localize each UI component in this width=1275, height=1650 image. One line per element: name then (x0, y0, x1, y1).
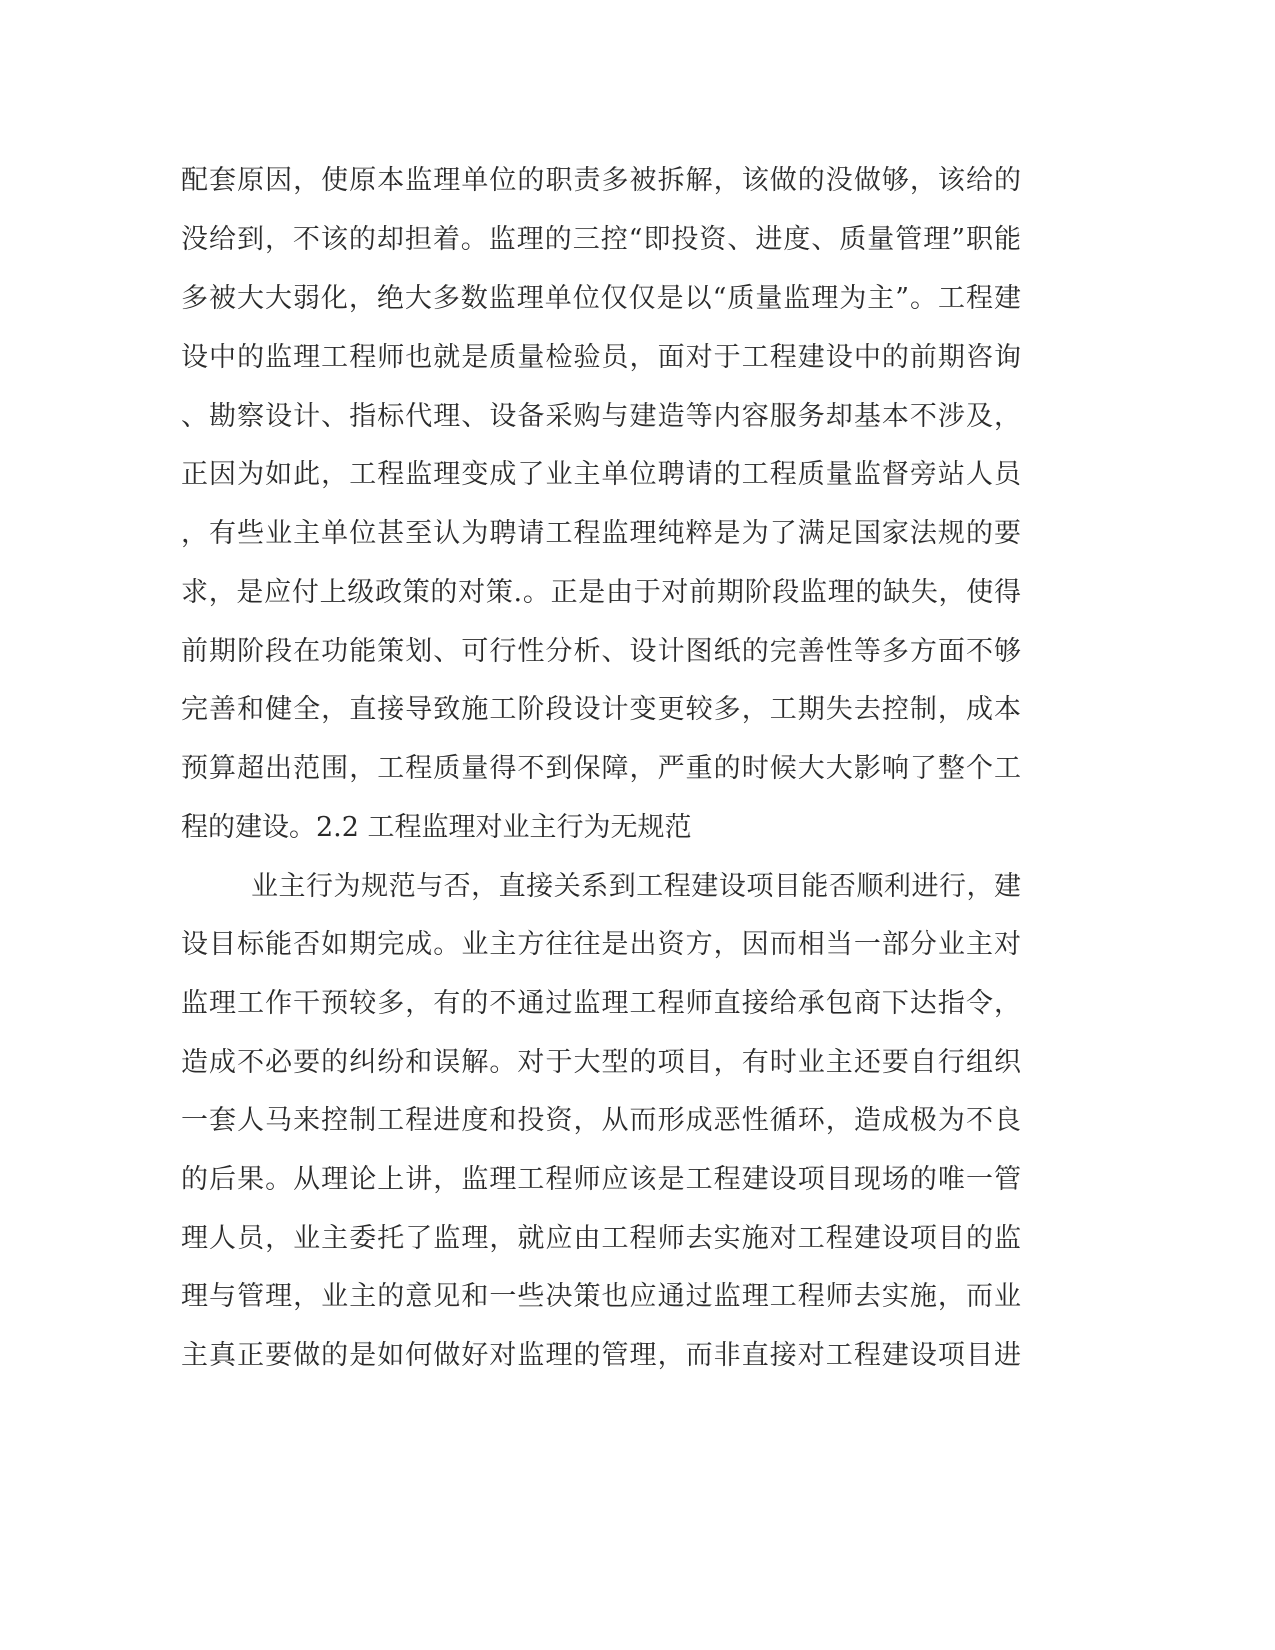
paragraph-2-line-1: 业主行为规范与否，直接关系到工程建设项目能否顺利进行，建 (251, 871, 1021, 902)
paragraph-2-line-7: 理人员，业主委托了监理，就应由工程师去实施对工程建设项目的监 (181, 1223, 1021, 1254)
paragraph-2-line-3: 监理工作干预较多，有的不通过监理工程师直接给承包商下达指令， (181, 988, 1021, 1019)
paragraph-1-line-9: 前期阶段在功能策划、可行性分析、设计图纸的完善性等多方面不够 (181, 636, 1021, 667)
paragraph-1-line-1: 配套原因，使原本监理单位的职责多被拆解，该做的没做够，该给的 (181, 165, 1021, 196)
paragraph-2-line-6: 的后果。从理论上讲，监理工程师应该是工程建设项目现场的唯一管 (181, 1164, 1021, 1195)
paragraph-1-line-2: 没给到，不该的却担着。监理的三控“即投资、进度、质量管理”职能 (181, 224, 1021, 255)
paragraph-1-line-5: 、勘察设计、指标代理、设备采购与建造等内容服务却基本不涉及， (181, 401, 1021, 432)
paragraph-1-line-3: 多被大大弱化，绝大多数监理单位仅仅是以“质量监理为主”。工程建 (181, 283, 1021, 314)
paragraph-2-line-8: 理与管理，业主的意见和一些决策也应通过监理工程师去实施，而业 (181, 1281, 1021, 1312)
paragraph-1-line-7: ，有些业主单位甚至认为聘请工程监理纯粹是为了满足国家法规的要 (181, 518, 1021, 549)
paragraph-1-line-4: 设中的监理工程师也就是质量检验员，面对于工程建设中的前期咨询 (181, 342, 1021, 373)
paragraph-2-line-9: 主真正要做的是如何做好对监理的管理，而非直接对工程建设项目进 (181, 1340, 1021, 1371)
paragraph-1-line-6: 正因为如此，工程监理变成了业主单位聘请的工程质量监督旁站人员 (181, 459, 1021, 490)
paragraph-1-line-12: 程的建设。2.2 工程监理对业主行为无规范 (181, 812, 692, 843)
paragraph-1-line-10: 完善和健全，直接导致施工阶段设计变更较多，工期失去控制，成本 (181, 694, 1021, 725)
paragraph-2-line-2: 设目标能否如期完成。业主方往往是出资方，因而相当一部分业主对 (181, 929, 1021, 960)
paragraph-2-line-4: 造成不必要的纠纷和误解。对于大型的项目，有时业主还要自行组织 (181, 1047, 1021, 1078)
paragraph-1-line-11: 预算超出范围，工程质量得不到保障，严重的时候大大影响了整个工 (181, 753, 1021, 784)
paragraph-2-line-5: 一套人马来控制工程进度和投资，从而形成恶性循环，造成极为不良 (181, 1105, 1021, 1136)
paragraph-1-line-8: 求，是应付上级政策的对策.。正是由于对前期阶段监理的缺失，使得 (181, 577, 1021, 608)
